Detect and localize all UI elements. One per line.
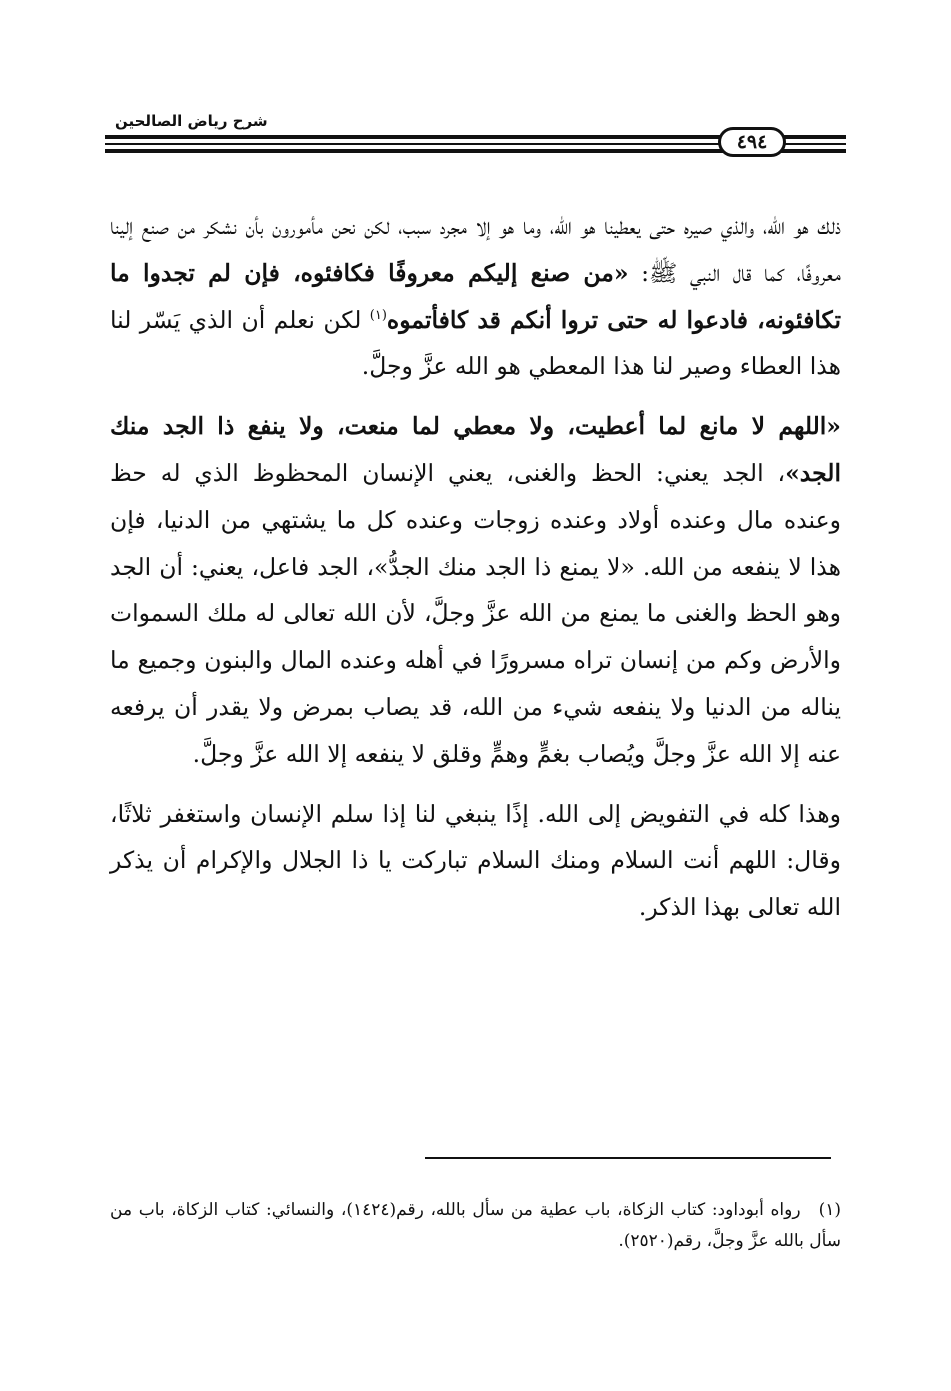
footnote-marker[interactable]: (١) (369, 307, 387, 323)
text-segment: ذلك هو الله، والذي صيره حتى يعطينا هو الله، وما هو إلا مجرد سبب، لكن نحن مأمورون بأن نشكر من صنع إلينا معروفًا، كما قال النبي ﷺ: (110, 212, 841, 287)
running-header-title: شرح رياض الصالحين (115, 112, 268, 130)
paragraph (110, 791, 841, 931)
text-segment: لكن نعلم أن الذي يَسّر لنا هذا العطاء وصير لنا هذا المعطي هو الله عزَّ وجلَّ. (110, 305, 841, 381)
footnote (110, 1195, 841, 1257)
main-text (110, 203, 841, 944)
hadith-quote: «من صنع إليكم معروفًا فكافئوه، فإن لم تجدوا ما تكافئونه، فادعوا له حتى تروا أنكم قد كافأتموه (110, 258, 841, 334)
paragraph (110, 203, 841, 390)
paragraph (110, 403, 841, 777)
footnote-number: (١) (818, 1200, 842, 1220)
hadith-quote: «اللهم لا مانع لما أعطيت، ولا معطي لما منعت، ولا ينفع ذا الجد منك الجد» (110, 412, 841, 487)
text-segment: وهذا كله في التفويض إلى الله. إذًا ينبغي لنا إذا سلم الإنسان واستغفر ثلاثًا، وقال: اللهم أنت السلام ومنك السلام تباركت يا ذا الجلال والإكرام أن يذكر الله تعالى بهذا الذكر. (110, 799, 841, 922)
page-number-badge: ٤٩٤ (718, 127, 786, 157)
footnote-separator (425, 1157, 831, 1159)
text-segment: ، الجد يعني: الحظ والغنى، يعني الإنسان المحظوظ الذي له حظ وعنده مال وعنده أولاد وعنده زوجات وعنده كل ما يشتهي من الدنيا، فإن هذا لا ينفعه من الله. «لا يمنع ذا الجد منك الجدُّ»، الجد فاعل، يعني: أن الجد وهو الحظ والغنى ما يمنع من الله عزَّ وجلَّ، لأن الله تعالى له ملك السموات والأرض وكم من إنسان تراه مسرورًا في أهله وعنده المال والبنون وجميع ما يناله من الدنيا ولا ينفعه شيء من الله، قد يصاب بمرض ولا يقدر أن يرفعه عنه إلا الله عزَّ وجلَّ ويُصاب بغمٍّ وهمٍّ وقلق لا ينفعه إلا الله عزَّ وجلَّ. (110, 458, 841, 768)
footnote-text: رواه أبوداود: كتاب الزكاة، باب عطية من سأل بالله، رقم(١٤٢٤)، والنسائي: كتاب الزكاة، باب من سأل بالله عزَّ وجلَّ، رقم(٢٥٢٠). (110, 1200, 841, 1251)
